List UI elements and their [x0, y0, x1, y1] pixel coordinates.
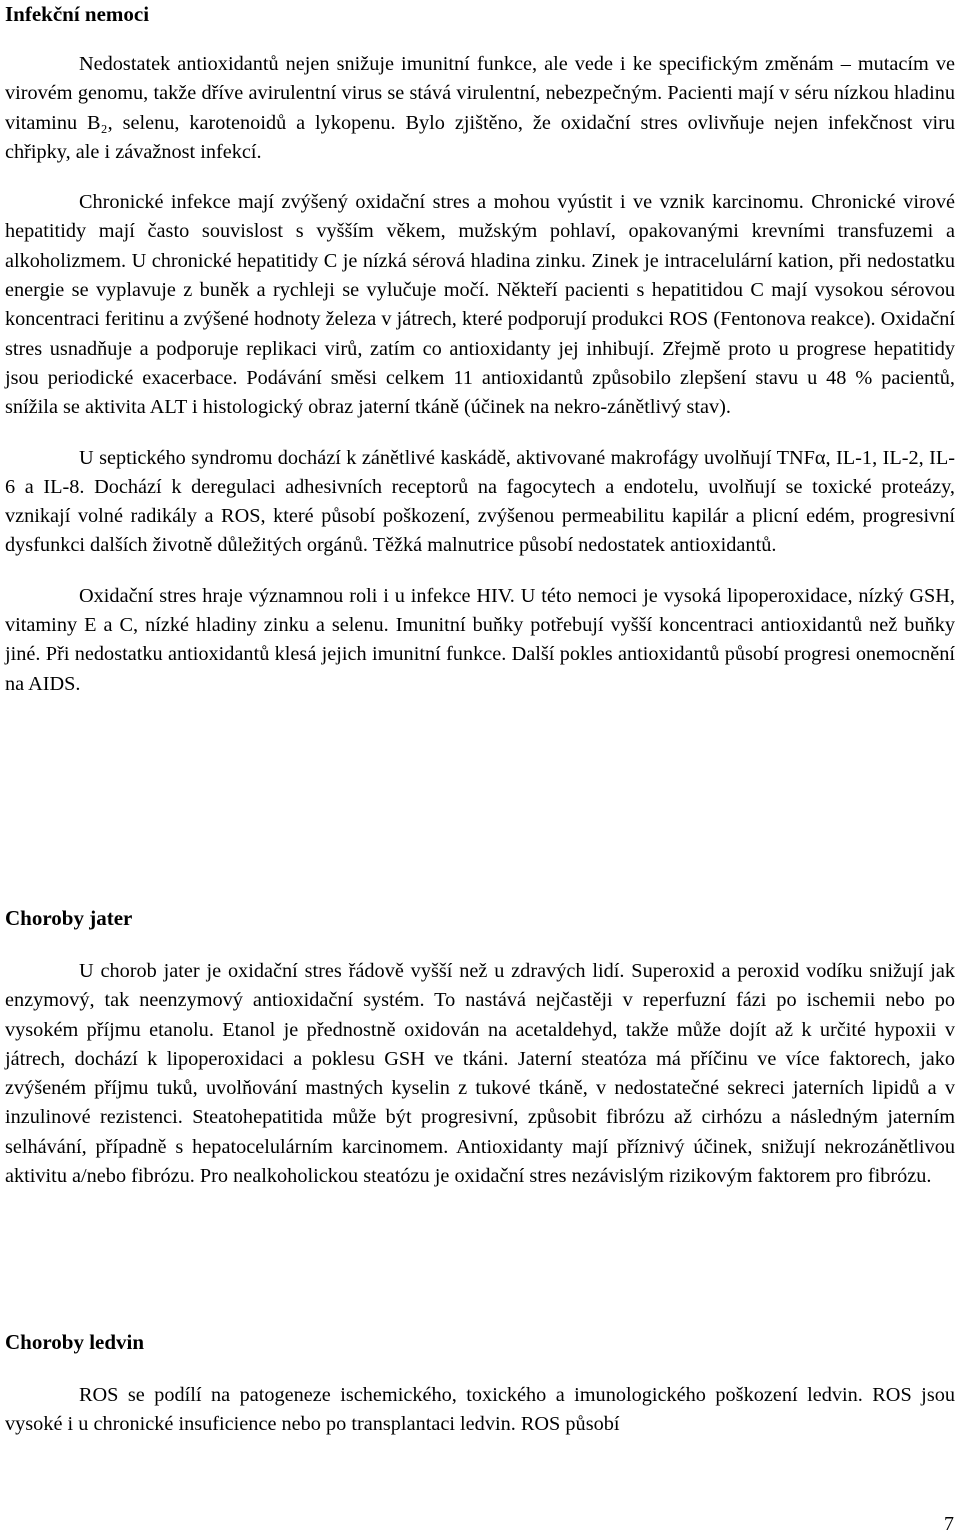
paragraph: Oxidační stres hraje významnou roli i u infekce HIV. U této nemoci je vysoká lipoperoxidace, nízký GSH, vitaminy E a C, nízké hladiny zinku a selenu. Imunitní buňky potřebují vyšší koncentraci antioxidantů než buňky jiné. Při nedostatku antioxidantů klesá jejich imunitní funkce. Další pokles antioxidantů působí progresi onemocnění na AIDS.	[5, 584, 955, 695]
page-number: 7	[944, 1513, 954, 1535]
paragraph: U septického syndromu dochází k zánětlivé kaskádě, aktivované makrofágy uvolňují TNFα, IL-1, IL-2, IL-6 a IL-8. Dochází k deregulaci adhesivních receptorů na fagocytech a endotelu, uvolňují se toxické proteázy, vznikají volné radikály a ROS, které působí poškození, zvýšenou permeabilitu kapilár a plicní edém, progresivní dysfunkci dalších životně důležitých orgánů. Těžká malnutrice působí nedostatek antioxidantů.	[5, 446, 955, 557]
paragraph: ROS se podílí na patogeneze ischemického, toxického a imunologického poškození ledvin. ROS jsou vysoké i u chronické insuficience nebo po transplantaci ledvin. ROS působí	[5, 1384, 955, 1436]
section-body-choroby-jater	[5, 957, 955, 1191]
section-heading-choroby-ledvin: Choroby ledvin	[5, 1330, 145, 1354]
paragraph: Chronické infekce mají zvýšený oxidační stres a mohou vyústit i ve vznik karcinomu. Chronické virové hepatitidy mají často souvislost s vyšším věkem, mužským pohlaví, opakovanými krevními transfuzemi a alkoholizmem. U chronické hepatitidy C je nízká sérová hladina zinku. Zinek je intracelulární kation, při nedostatku energie se vyplavuje z buněk a rychleji se vylučuje močí. Někteří pacienti s hepatitidou C mají vysokou sérovou koncentraci feritinu a zvýšené hodnoty železa v játrech, které podporují produkci ROS (Fentonova reakce). Oxidační stres usnadňuje a podporuje replikaci virů, zatím co antioxidanty jej inhibují. Zřejmě proto u progrese hepatitidy jsou periodické exacerbace. Podávání směsi celkem 11 antioxidantů způsobilo zlepšení stavu u 48 % pacientů, snížila se aktivita ALT i histologický obraz jaterní tkáně (účinek na nekro-zánětlivý stav).	[5, 191, 955, 419]
section-body-infekcni-nemoci	[5, 50, 955, 699]
section-heading-infekcni-nemoci: Infekční nemoci	[5, 2, 150, 26]
section-heading-choroby-jater: Choroby jater	[5, 906, 133, 930]
paragraph: Nedostatek antioxidantů nejen snižuje imunitní funkce, ale vede i ke specifickým změnám – mutacím ve virovém genomu, takže dříve avirulentní virus se stává virulentní, nebezpečným. Pacienti mají v séru nízkou hladinu vitaminu B₂, selenu, karotenoidů a lykopenu. Bylo zjištěno, že oxidační stres ovlivňuje nejen infekčnost viru chřipky, ale i závažnost infekcí.	[5, 53, 955, 163]
section-body-choroby-ledvin	[5, 1381, 955, 1440]
paragraph: U chorob jater je oxidační stres řádově vyšší než u zdravých lidí. Superoxid a peroxid vodíku snižují jak enzymový, tak neenzymový antioxidační systém. To nastává nejčastěji v reperfuzní fázi po ischemii nebo po vysokém příjmu etanolu. Etanol je přednostně oxidován na acetaldehyd, takže může dojít až k určité hypoxii v játrech, dochází k lipoperoxidaci a poklesu GSH ve tkáni. Jaterní steatóza má příčinu ve více faktorech, jako zvýšeném příjmu tuků, uvolňování mastných kyselin z tukové tkáně, v nedostatečné sekreci jaterních lipidů a v inzulinové rezistenci. Steatohepatitida může být progresivní, způsobit fibrózu až cirhózu a následným jaterním selhávání, případně s hepatocelulárním karcinomem. Antioxidanty mají příznivý účinek, snižují nekrozánětlivou aktivitu a/nebo fibrózu. Pro nealkoholickou steatózu je oxidační stres nezávislým rizikovým faktorem pro fibrózu.	[5, 960, 955, 1188]
